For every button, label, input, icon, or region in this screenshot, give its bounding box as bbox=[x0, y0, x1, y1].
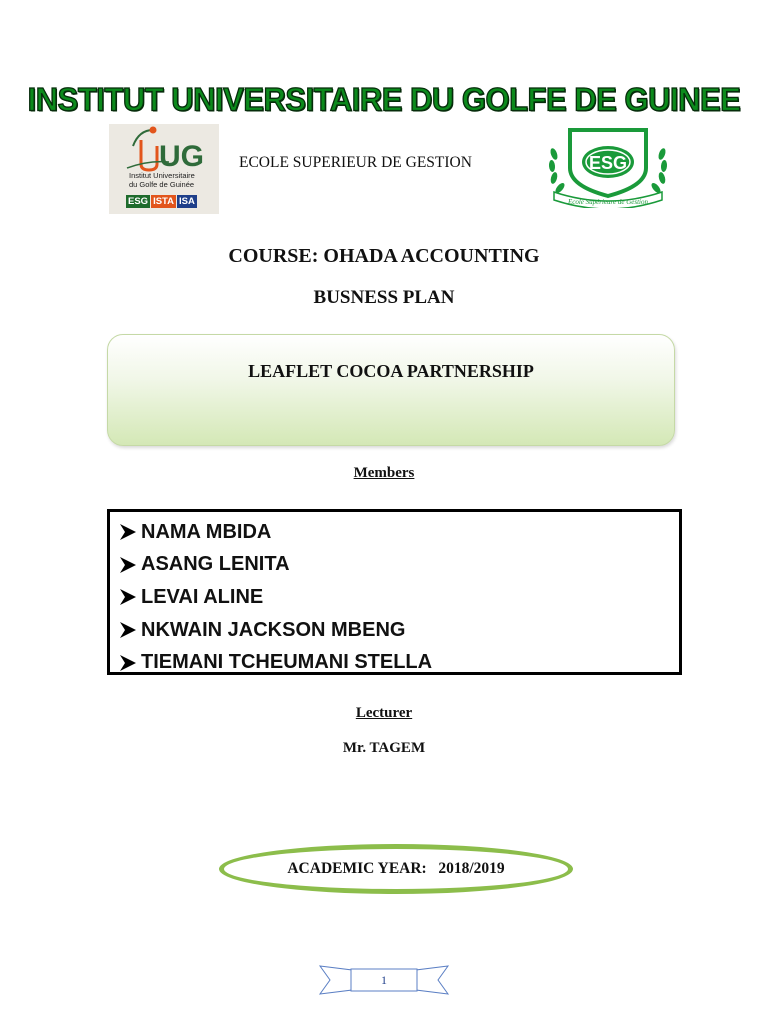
member-name: ASANG LENITA bbox=[141, 553, 290, 576]
member-name: TIEMANI TCHEUMANI STELLA bbox=[141, 651, 433, 674]
member-item bbox=[118, 614, 679, 647]
iug-letters: UG bbox=[159, 140, 204, 173]
tag-isa: ISA bbox=[179, 196, 195, 207]
iug-logo bbox=[109, 124, 219, 214]
member-name: NKWAIN JACKSON MBENG bbox=[141, 618, 406, 641]
page-number: 1 bbox=[381, 973, 387, 987]
institution-title: INSTITUT UNIVERSITAIRE DU GOLFE DE GUINEE bbox=[27, 81, 741, 118]
members-list bbox=[107, 509, 682, 675]
member-name: LEVAI ALINE bbox=[141, 585, 264, 608]
arrowhead-bullet-icon bbox=[118, 555, 138, 575]
member-item bbox=[118, 646, 679, 679]
academic-year: ACADEMIC YEAR: 2018/2019 bbox=[287, 860, 505, 877]
project-title: LEAFLET COCOA PARTNERSHIP bbox=[248, 361, 534, 381]
arrowhead-bullet-icon bbox=[118, 522, 138, 542]
arrowhead-bullet-icon bbox=[118, 587, 138, 607]
project-title-box bbox=[107, 334, 675, 446]
esg-motto: Ecole Supérieure de Gestion bbox=[567, 198, 649, 206]
iug-subtitle-line1: Institut Universitaire bbox=[129, 171, 195, 180]
members-heading: Members bbox=[353, 465, 415, 481]
member-item bbox=[118, 549, 679, 582]
school-name: ECOLE SUPERIEUR DE GESTION bbox=[239, 154, 472, 171]
arrowhead-bullet-icon bbox=[118, 653, 138, 673]
lecturer-name: Mr. TAGEM bbox=[342, 740, 426, 756]
page-number-ribbon bbox=[318, 964, 450, 998]
esg-emblem-logo bbox=[544, 124, 672, 208]
course-title: COURSE: OHADA ACCOUNTING bbox=[228, 245, 540, 267]
member-item bbox=[118, 516, 679, 549]
arrowhead-bullet-icon bbox=[118, 620, 138, 640]
iug-subtitle-line2: du Golfe de Guinée bbox=[129, 179, 195, 189]
tag-esg: ESG bbox=[128, 196, 149, 207]
academic-year-oval bbox=[219, 844, 573, 894]
member-name: NAMA MBIDA bbox=[141, 520, 272, 543]
member-item bbox=[118, 581, 679, 614]
esg-letters: ESG bbox=[588, 153, 628, 173]
plan-title: BUSNESS PLAN bbox=[313, 287, 455, 308]
tag-ista: ISTA bbox=[153, 196, 174, 207]
lecturer-heading: Lecturer bbox=[355, 705, 413, 721]
